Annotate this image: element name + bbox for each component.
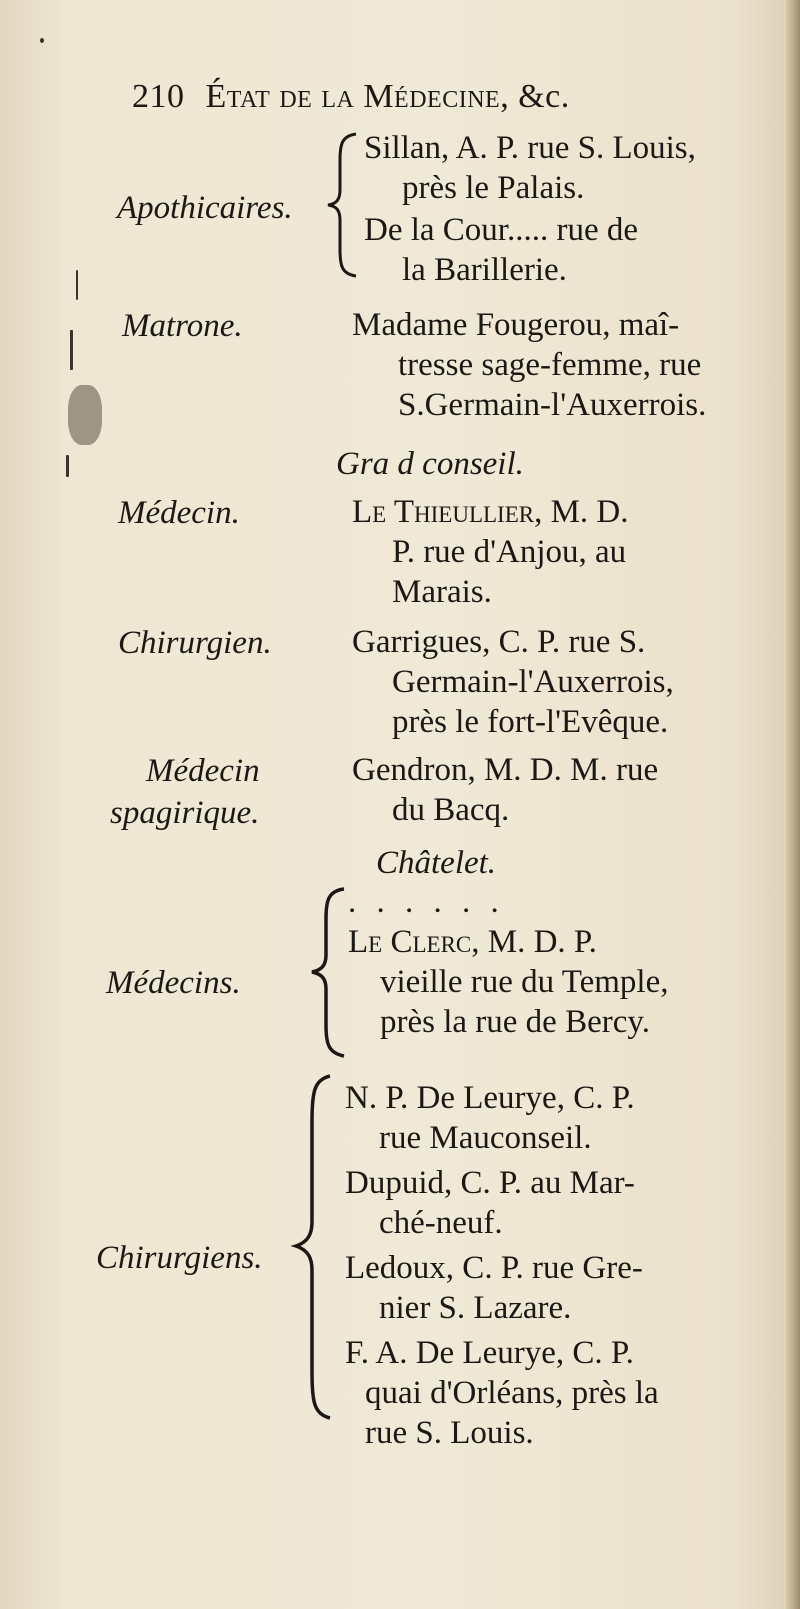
entry-line: Dupuid, C. P. au Mar- xyxy=(345,1165,635,1201)
ellipsis-dots: . . . . . . xyxy=(348,884,505,920)
role-label: Médecin. xyxy=(118,495,240,531)
section-heading: Gra d conseil. xyxy=(336,446,524,482)
entry-fougerou xyxy=(352,305,706,425)
entry-line: quai d'Orléans, près la xyxy=(365,1375,659,1411)
role-label-line: Médecin xyxy=(146,753,260,789)
entry-line: vieille rue du Temple, xyxy=(380,964,669,1000)
entry-de-la-cour xyxy=(364,210,638,290)
entry-le-clerc xyxy=(348,882,669,1042)
entry-line: tresse sage-femme, rue xyxy=(398,347,702,383)
entry-line: près le fort-l'Evêque. xyxy=(392,704,669,740)
entry-line: P. rue d'Anjou, au xyxy=(392,534,627,570)
entry-line: près la rue de Bercy. xyxy=(380,1004,650,1040)
entry-line: Garrigues, C. P. rue S. xyxy=(352,624,646,660)
entry-gendron xyxy=(352,750,658,830)
entry-line: Le Clerc, M. D. P. xyxy=(348,924,597,960)
role-label-line: spagirique. xyxy=(110,795,260,831)
entry-line: Germain-l'Auxerrois, xyxy=(392,664,674,700)
running-header xyxy=(132,78,570,116)
page-gutter xyxy=(786,0,800,1609)
entry-thieullier xyxy=(352,492,629,612)
entry-line: F. A. De Leurye, C. P. xyxy=(345,1335,634,1371)
entry-line: Sillan, A. P. rue S. Louis, xyxy=(364,130,696,166)
header-title: État de la Médecine xyxy=(205,78,501,115)
entry-line: près le Palais. xyxy=(402,170,585,206)
ink-stain xyxy=(68,385,102,445)
role-label: Apothicaires. xyxy=(117,190,293,226)
entry-line: ché-neuf. xyxy=(379,1205,503,1241)
ink-speck xyxy=(40,38,44,43)
ink-speck xyxy=(66,455,69,477)
entry-np-de-leurye xyxy=(345,1078,635,1158)
entry-line: rue S. Louis. xyxy=(365,1415,534,1451)
ink-speck xyxy=(70,330,73,370)
entry-line: Ledoux, C. P. rue Gre- xyxy=(345,1250,643,1286)
entry-line: Le Thieullier, M. D. xyxy=(352,494,629,530)
entry-sillan xyxy=(364,128,696,208)
role-label: Médecins. xyxy=(106,965,241,1001)
entry-garrigues xyxy=(352,622,674,742)
section-heading: Châtelet. xyxy=(376,845,497,881)
entry-line: Madame Fougerou, maî- xyxy=(352,307,680,343)
entry-line: Marais. xyxy=(392,574,492,610)
brace xyxy=(306,885,350,1060)
entry-dupuid xyxy=(345,1163,635,1243)
entry-ledoux xyxy=(345,1248,643,1328)
role-label: Chirurgiens. xyxy=(96,1240,263,1276)
role-label: Matrone. xyxy=(122,308,243,344)
role-label xyxy=(110,750,260,834)
header-suffix: , &c. xyxy=(500,78,570,115)
entry-fa-de-leurye xyxy=(345,1333,659,1453)
page-number: 210 xyxy=(132,78,185,115)
entry-line: rue Mauconseil. xyxy=(379,1120,592,1156)
entry-line: S.Germain-l'Auxerrois. xyxy=(398,387,707,423)
entry-line: nier S. Lazare. xyxy=(379,1290,572,1326)
entry-line: De la Cour..... rue de xyxy=(364,212,639,248)
role-label: Chirurgien. xyxy=(118,625,272,661)
entry-line: la Barillerie. xyxy=(402,252,567,288)
entry-line: Gendron, M. D. M. rue xyxy=(352,752,659,788)
entry-line: du Bacq. xyxy=(392,792,510,828)
brace xyxy=(290,1072,336,1422)
ink-speck xyxy=(76,270,78,300)
entry-line: N. P. De Leurye, C. P. xyxy=(345,1080,635,1116)
brace xyxy=(322,130,362,280)
